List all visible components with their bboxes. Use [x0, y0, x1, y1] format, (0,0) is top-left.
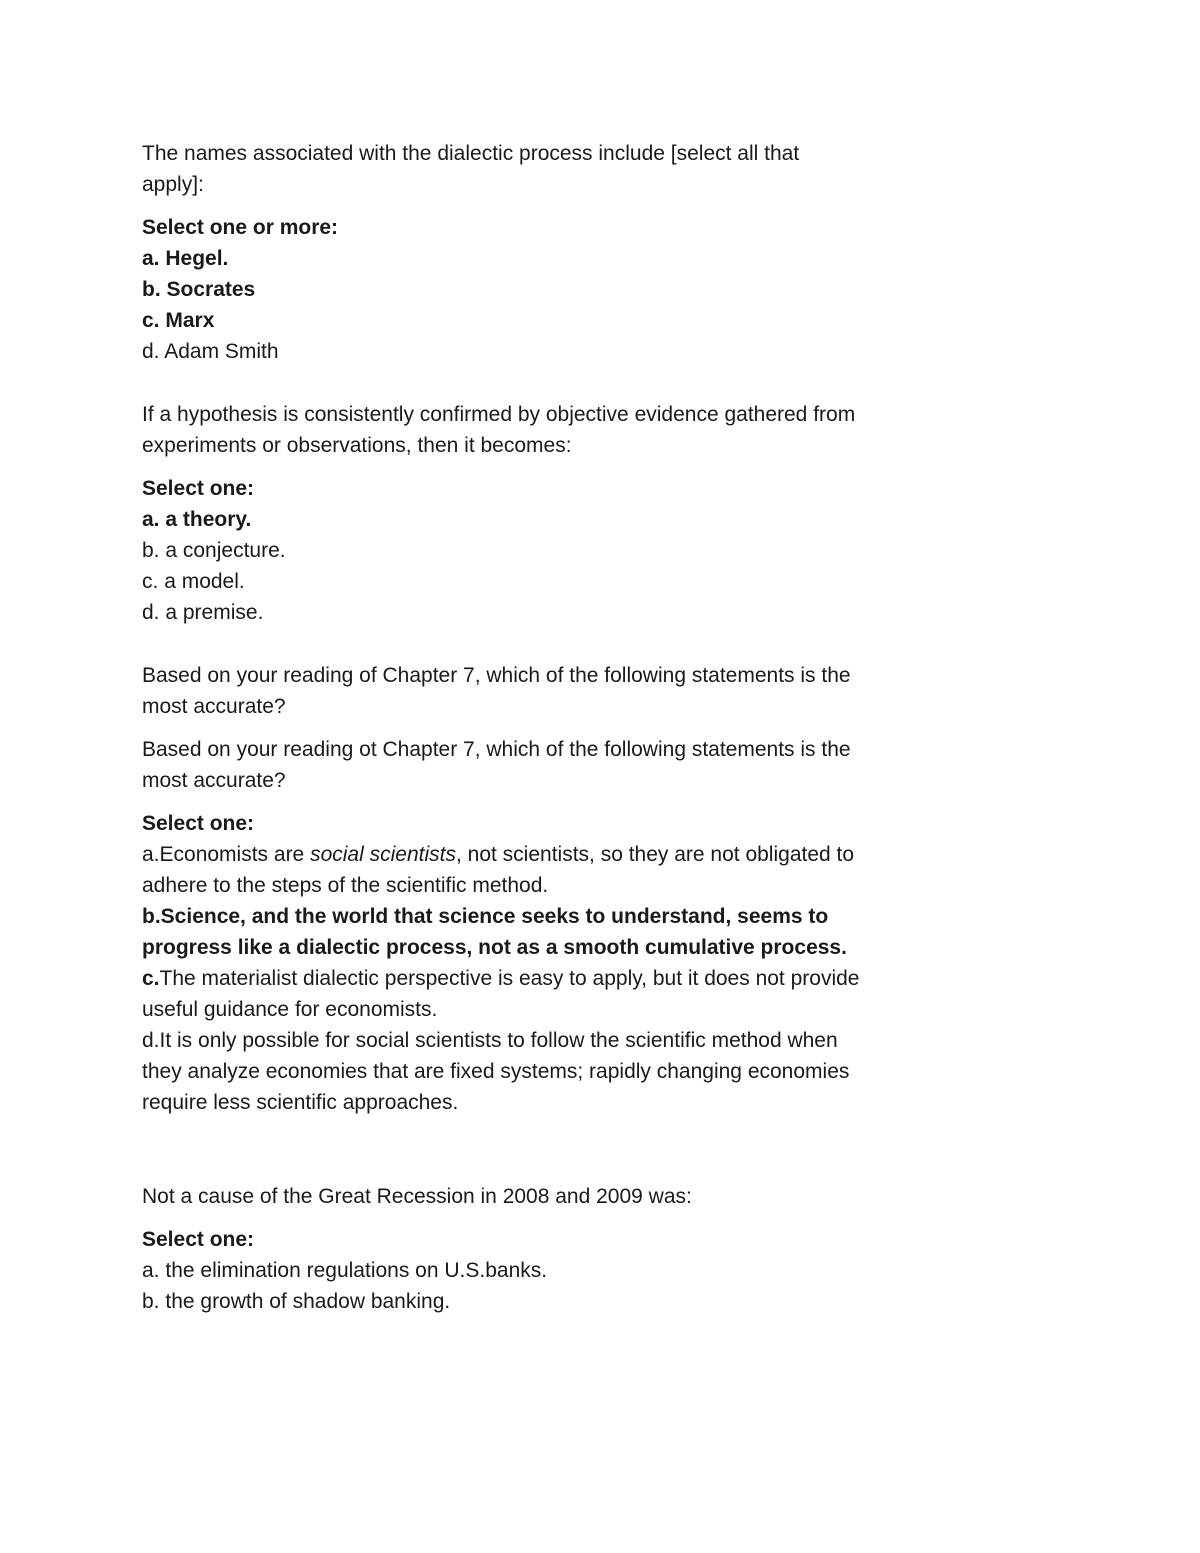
- option-d: [142, 1025, 862, 1118]
- question-instruction: Select one or more:: [142, 216, 339, 239]
- question-prompt: Based on your reading of Chapter 7, which of the following statements is the most accurate?: [142, 664, 851, 718]
- question-prompt: The names associated with the dialectic process include [select all that apply]:: [142, 142, 800, 196]
- option-a: [142, 1255, 862, 1286]
- question-instruction: Select one:: [142, 812, 255, 835]
- document-page: [142, 138, 862, 1317]
- question-prompt-repeat: Based on your reading ot Chapter 7, which of the following statements is the most accurate?: [142, 738, 851, 792]
- question-instruction: Select one:: [142, 477, 255, 500]
- option-letter: b.: [142, 539, 160, 562]
- option-letter: b.: [142, 905, 161, 928]
- option-letter: a.: [142, 508, 160, 531]
- option-d: [142, 597, 862, 628]
- option-text: the elimination regulations on U.S.banks.: [165, 1259, 548, 1282]
- option-text: the growth of shadow banking.: [165, 1290, 451, 1313]
- question-3: [142, 660, 862, 1118]
- option-c: [142, 566, 862, 597]
- option-a: [142, 243, 862, 274]
- question-2: [142, 399, 862, 628]
- question-prompt: Not a cause of the Great Recession in 2008 and 2009 was:: [142, 1185, 692, 1208]
- option-letter: c.: [142, 309, 160, 332]
- option-c: [142, 963, 862, 1025]
- option-letter: c.: [142, 967, 160, 990]
- option-letter: c.: [142, 570, 159, 593]
- option-a: [142, 839, 862, 901]
- option-letter: d.: [142, 340, 160, 363]
- option-text: Hegel.: [165, 247, 229, 270]
- option-b: [142, 901, 862, 963]
- option-text: , not scientists, so they are not obligated to adhere to the steps of the scientific method.: [142, 843, 855, 897]
- option-text: Marx: [165, 309, 215, 332]
- option-letter: d.: [142, 601, 160, 624]
- question-prompt: If a hypothesis is consistently confirmed by objective evidence gathered from experiments or observations, then it becomes:: [142, 403, 856, 457]
- option-letter: a.: [142, 1259, 160, 1282]
- option-letter: a.: [142, 247, 160, 270]
- option-letter: a.: [142, 843, 160, 866]
- option-text: Science, and the world that science seeks to understand, seems to progress like a dialectic process, not as a smooth cumulative process.: [142, 905, 847, 959]
- option-text: a model.: [164, 570, 245, 593]
- option-a: [142, 504, 862, 535]
- option-text: a conjecture.: [165, 539, 286, 562]
- option-c: [142, 305, 862, 336]
- option-letter: d.: [142, 1029, 160, 1052]
- option-text: Socrates: [166, 278, 256, 301]
- option-text: It is only possible for social scientists to follow the scientific method when they analyze economies that are fixed systems; rapidly changing economies require less scientific approaches.: [142, 1029, 850, 1114]
- option-b: [142, 274, 862, 305]
- option-letter: b.: [142, 1290, 160, 1313]
- option-text: Adam Smith: [164, 340, 279, 363]
- option-text: Economists are: [159, 843, 311, 866]
- question-instruction: Select one:: [142, 1228, 255, 1251]
- question-4: [142, 1181, 862, 1317]
- option-text: The materialist dialectic perspective is easy to apply, but it does not provide useful guidance for economists.: [142, 967, 860, 1021]
- question-1: [142, 138, 862, 367]
- option-d: [142, 336, 862, 367]
- option-text-italic: social scientists: [310, 843, 456, 866]
- option-b: [142, 1286, 862, 1317]
- option-b: [142, 535, 862, 566]
- option-text: a premise.: [165, 601, 264, 624]
- option-letter: b.: [142, 278, 161, 301]
- option-text: a theory.: [165, 508, 252, 531]
